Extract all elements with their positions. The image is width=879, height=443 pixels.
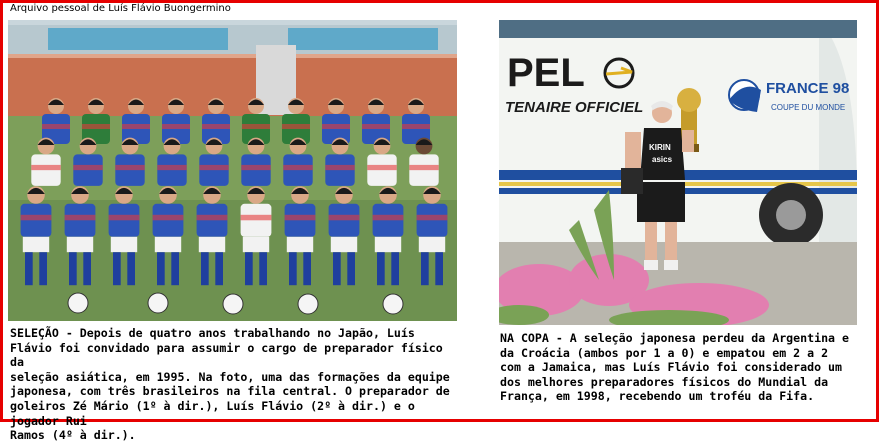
team-photo [8, 20, 457, 321]
world-cup-photo [499, 20, 857, 325]
bus-partner-text: TENAIRE OFFICIEL [505, 99, 644, 116]
world-cup-photo-caption: NA COPA - A seleção japonesa perdeu da Argentina e da Croácia (ambos por 1 a 0) e empatou em 2 a 2 com a Jamaica, mas Luís Flávio foi considerado um dos melhores preparadores físicos do Mundial da França, em 1998, recebendo um troféu da Fifa. [500, 331, 850, 404]
team-photo-caption: SELEÇÃO - Depois de quatro anos trabalhando no Japão, Luís Flávio foi convidado para assumir o cargo de preparador físico da seleção asiática, em 1995. Na foto, uma das formações da equipe japonesa, com três brasileiros na fila central. O preparador de goleiros Zé Mário (1º à dir.), Luís Flávio (2º à dir.) e o jogador Rui Ramos (4º à dir.). [10, 326, 450, 443]
photo-credit: Arquivo pessoal de Luís Flávio Buongermino [10, 3, 231, 14]
bus-france98-text: FRANCE 98 [766, 80, 850, 97]
shirt-sponsor-text: KIRIN [649, 143, 671, 152]
bus-coupe-text: COUPE DU MONDE [771, 103, 846, 112]
shirt-brand-text: asics [652, 155, 673, 164]
bus-opel-text: PEL [507, 51, 585, 95]
